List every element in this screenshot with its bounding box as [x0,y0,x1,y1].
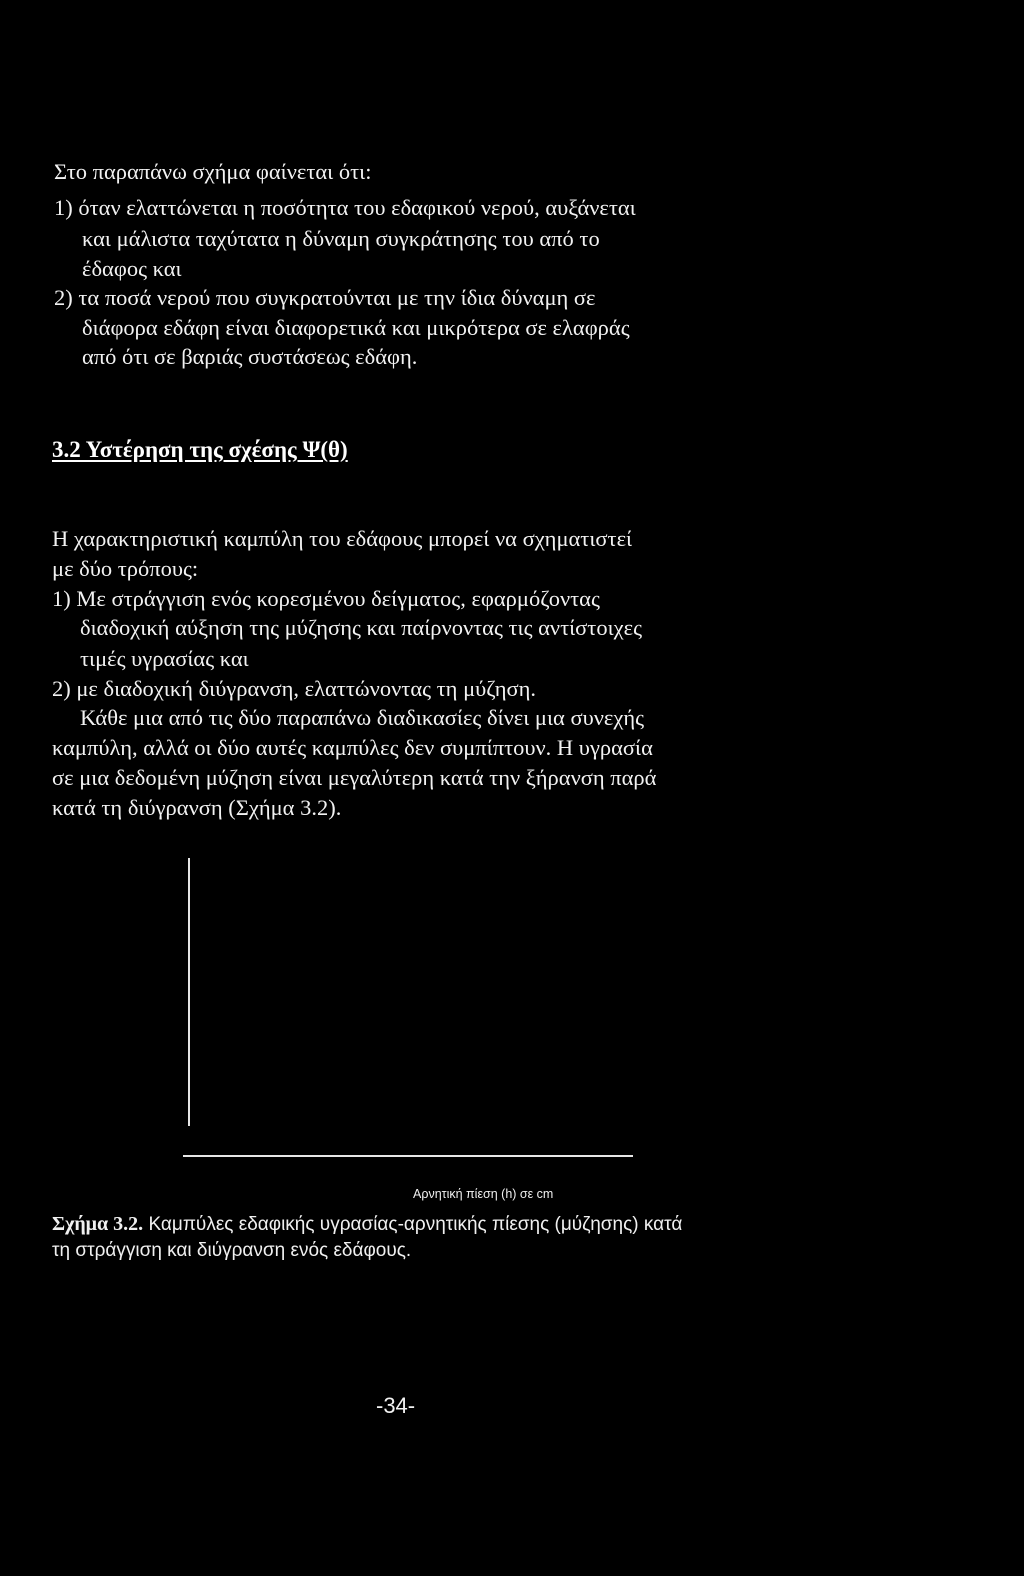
figure-caption-label: Σχήμα 3.2. [52,1213,144,1235]
figure-x-axis-label: Αρνητική πίεση (h) σε cm [413,1187,554,1201]
body-line-2: με δύο τρόπους: [52,556,199,581]
figure-caption-line-1 [52,1211,682,1238]
figure-y-axis [188,858,190,1126]
body-line-4: διαδοχική αύξηση της μύζησης και παίρνοντας τις αντίστοιχες [80,615,642,640]
section-heading: 3.2 Υστέρηση της σχέσης Ψ(θ) [52,437,348,462]
body-line-10: κατά τη διύγρανση (Σχήμα 3.2). [52,795,342,820]
intro-line-7: από ότι σε βαριάς συστάσεως εδάφη. [82,344,418,369]
body-line-6: 2) με διαδοχική διύγρανση, ελαττώνοντας τη μύζηση. [52,676,537,701]
intro-line-4: έδαφος και [82,256,182,281]
intro-line-2: 1) όταν ελαττώνεται η ποσότητα του εδαφικού νερού, αυξάνεται [54,195,636,220]
page-number: -34- [376,1393,416,1418]
figure-caption-text: Καμπύλες εδαφικής υγρασίας-αρνητικής πίεσης (μύζησης) κατά [143,1214,683,1235]
intro-line-5: 2) τα ποσά νερού που συγκρατούνται με την ίδια δύναμη σε [54,285,596,310]
body-line-1: Η χαρακτηριστική καμπύλη του εδάφους μπορεί να σχηματιστεί [52,526,633,551]
intro-line-1: Στο παραπάνω σχήμα φαίνεται ότι: [54,159,372,184]
figure-caption-line-2: τη στράγγιση και διύγρανση ενός εδάφους. [52,1240,412,1261]
figure-x-axis [183,1155,633,1157]
body-line-9: σε μια δεδομένη μύζηση είναι μεγαλύτερη κατά την ξήρανση παρά [52,765,657,790]
intro-line-6: διάφορα εδάφη είναι διαφορετικά και μικρότερα σε ελαφράς [82,315,630,340]
body-line-5: τιμές υγρασίας και [80,646,249,671]
intro-line-3: και μάλιστα ταχύτατα η δύναμη συγκράτησης του από το [82,226,600,251]
body-line-7: Κάθε μια από τις δύο παραπάνω διαδικασίες δίνει μια συνεχής [80,705,645,730]
body-line-3: 1) Με στράγγιση ενός κορεσμένου δείγματος, εφαρμόζοντας [52,586,600,611]
body-line-8: καμπύλη, αλλά οι δύο αυτές καμπύλες δεν συμπίπτουν. Η υγρασία [52,735,653,760]
